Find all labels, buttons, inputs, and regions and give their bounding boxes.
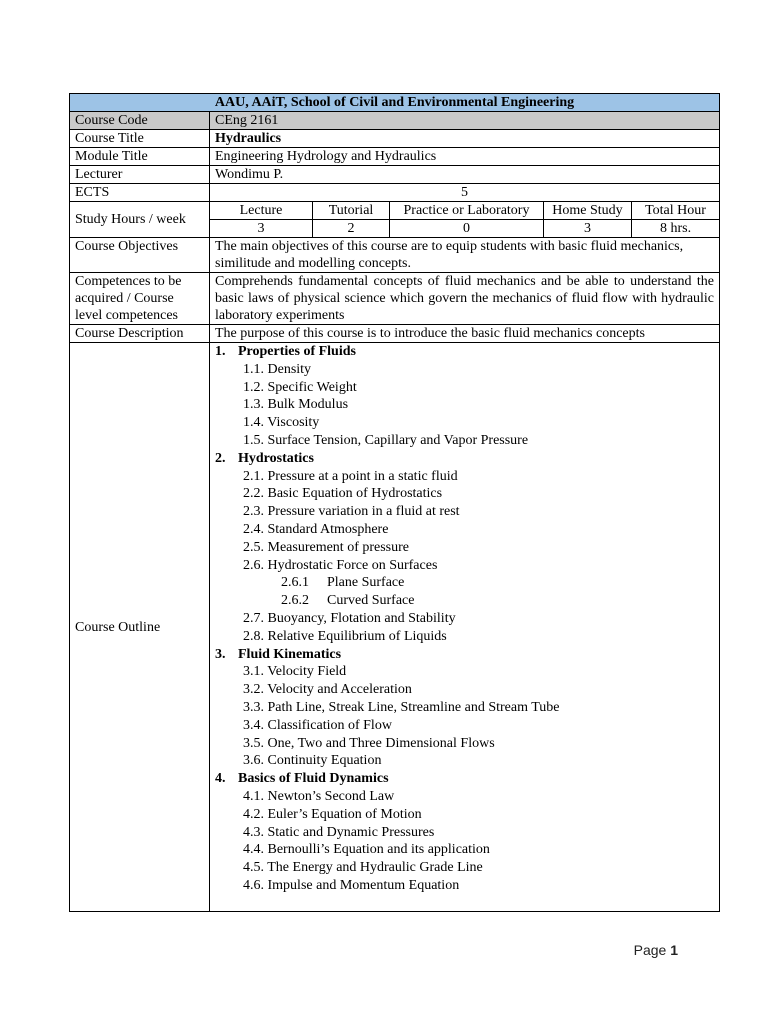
study-hours-label: Study Hours / week [70, 202, 210, 238]
outline-section-title: Basics of Fluid Dynamics [238, 771, 389, 787]
page-number: 1 [670, 942, 678, 958]
course-code-label: Course Code [70, 112, 210, 130]
hours-column-practice: Practice or Laboratory [390, 202, 544, 220]
outline-item: 2.4. Standard Atmosphere [243, 521, 389, 537]
outline-section-number: 1. [215, 344, 226, 359]
outline-section-heading [215, 770, 714, 788]
hours-column-lecture: Lecture [210, 202, 313, 220]
objectives-value: The main objectives of this course are to equip students with basic fluid mechanics, similitude and modelling concepts. [210, 238, 720, 273]
outline-item: 4.2. Euler’s Equation of Motion [243, 806, 422, 822]
outline-item: 1.3. Bulk Modulus [243, 397, 349, 413]
outline-item: 1.1. Density [243, 361, 312, 377]
hours-value-tutorial: 2 [313, 220, 390, 238]
outline-section-title: Fluid Kinematics [238, 646, 342, 662]
outline-item: 4.3. Static and Dynamic Pressures [243, 824, 435, 840]
competences-label: Competences to be acquired / Course level competences [70, 273, 210, 325]
outline-section-number: 2. [215, 450, 226, 466]
outline-label: Course Outline [70, 343, 210, 912]
outline-item: 3.2. Velocity and Acceleration [243, 682, 412, 698]
module-title-value: Engineering Hydrology and Hydraulics [210, 148, 720, 166]
outline-item: 2.2. Basic Equation of Hydrostatics [243, 486, 443, 502]
outline-subitem-number: 2.6.2 [281, 593, 309, 609]
hours-value-home-study: 3 [544, 220, 632, 238]
outline-item: 2.6. Hydrostatic Force on Surfaces [243, 557, 438, 573]
hours-column-tutorial: Tutorial [313, 202, 390, 220]
study-hours-header-row [70, 202, 720, 220]
outline-item: 2.8. Relative Equilibrium of Liquids [243, 628, 447, 644]
outline-item: 2.3. Pressure variation in a fluid at rest [243, 504, 460, 520]
module-title-label: Module Title [70, 148, 210, 166]
description-value: The purpose of this course is to introduce the basic fluid mechanics concepts [210, 325, 720, 343]
outline-section-heading [215, 646, 714, 664]
hours-column-home-study: Home Study [544, 202, 632, 220]
page-footer [634, 942, 678, 958]
outline-section-number: 3. [215, 646, 226, 662]
outline-item: 3.5. One, Two and Three Dimensional Flows [243, 735, 495, 751]
hours-value-lecture: 3 [210, 220, 313, 238]
outline-item: 4.4. Bernoulli’s Equation and its application [243, 842, 490, 858]
outline-item: 1.5. Surface Tension, Capillary and Vapor Pressure [243, 432, 529, 448]
hours-value-total: 8 hrs. [632, 220, 720, 238]
outline-item: 2.1. Pressure at a point in a static fluid [243, 468, 458, 484]
outline-item: 3.3. Path Line, Streak Line, Streamline and Stream Tube [243, 699, 560, 715]
page-label: Page [633, 942, 667, 958]
course-title-row [70, 130, 720, 148]
course-code-row [70, 112, 720, 130]
course-title-label: Course Title [70, 130, 210, 148]
lecturer-value: Wondimu P. [210, 166, 720, 184]
outline-content [210, 343, 720, 912]
outline-subitem [281, 592, 714, 610]
outline-subitem-text: Plane Surface [327, 575, 405, 591]
outline-item: 3.4. Classification of Flow [243, 717, 392, 733]
outline-section-title: Properties of Fluids [238, 344, 356, 359]
ects-label: ECTS [70, 184, 210, 202]
description-row [70, 325, 720, 343]
outline-section-title: Hydrostatics [238, 450, 314, 466]
school-header: AAU, AAiT, School of Civil and Environmental Engineering [70, 94, 720, 112]
objectives-row [70, 238, 720, 273]
outline-item: 3.6. Continuity Equation [243, 753, 382, 769]
course-title-value: Hydraulics [210, 130, 720, 148]
ects-value: 5 [210, 184, 720, 202]
lecturer-row [70, 166, 720, 184]
outline-item: 3.1. Velocity Field [243, 664, 347, 680]
objectives-label: Course Objectives [70, 238, 210, 273]
outline-item: 1.4. Viscosity [243, 415, 320, 431]
outline-item: 2.5. Measurement of pressure [243, 539, 410, 555]
lecturer-label: Lecturer [70, 166, 210, 184]
hours-column-total: Total Hour [632, 202, 720, 220]
outline-subitem-number: 2.6.1 [281, 575, 309, 591]
competences-row [70, 273, 720, 325]
outline-item: 4.1. Newton’s Second Law [243, 788, 395, 804]
course-code-value: CEng 2161 [210, 112, 720, 130]
ects-row [70, 184, 720, 202]
outline-section-number: 4. [215, 771, 226, 787]
outline-item: 2.7. Buoyancy, Flotation and Stability [243, 610, 456, 626]
module-title-row [70, 148, 720, 166]
outline-section-heading [215, 450, 714, 468]
description-label: Course Description [70, 325, 210, 343]
hours-value-practice: 0 [390, 220, 544, 238]
outline-row [70, 343, 720, 912]
outline-subitem-text: Curved Surface [327, 593, 415, 609]
competences-value: Comprehends fundamental concepts of fluid mechanics and be able to understand the basic laws of physical science which govern the mechanics of fluid flow with hydraulic laboratory experiments [210, 273, 720, 325]
table-header-row [70, 94, 720, 112]
outline-item: 1.2. Specific Weight [243, 379, 357, 395]
outline-item: 4.5. The Energy and Hydraulic Grade Line [243, 860, 483, 876]
outline-item: 4.6. Impulse and Momentum Equation [243, 877, 460, 893]
course-syllabus-table [69, 93, 720, 912]
outline-section-heading [215, 343, 714, 361]
outline-subitem [281, 574, 714, 592]
